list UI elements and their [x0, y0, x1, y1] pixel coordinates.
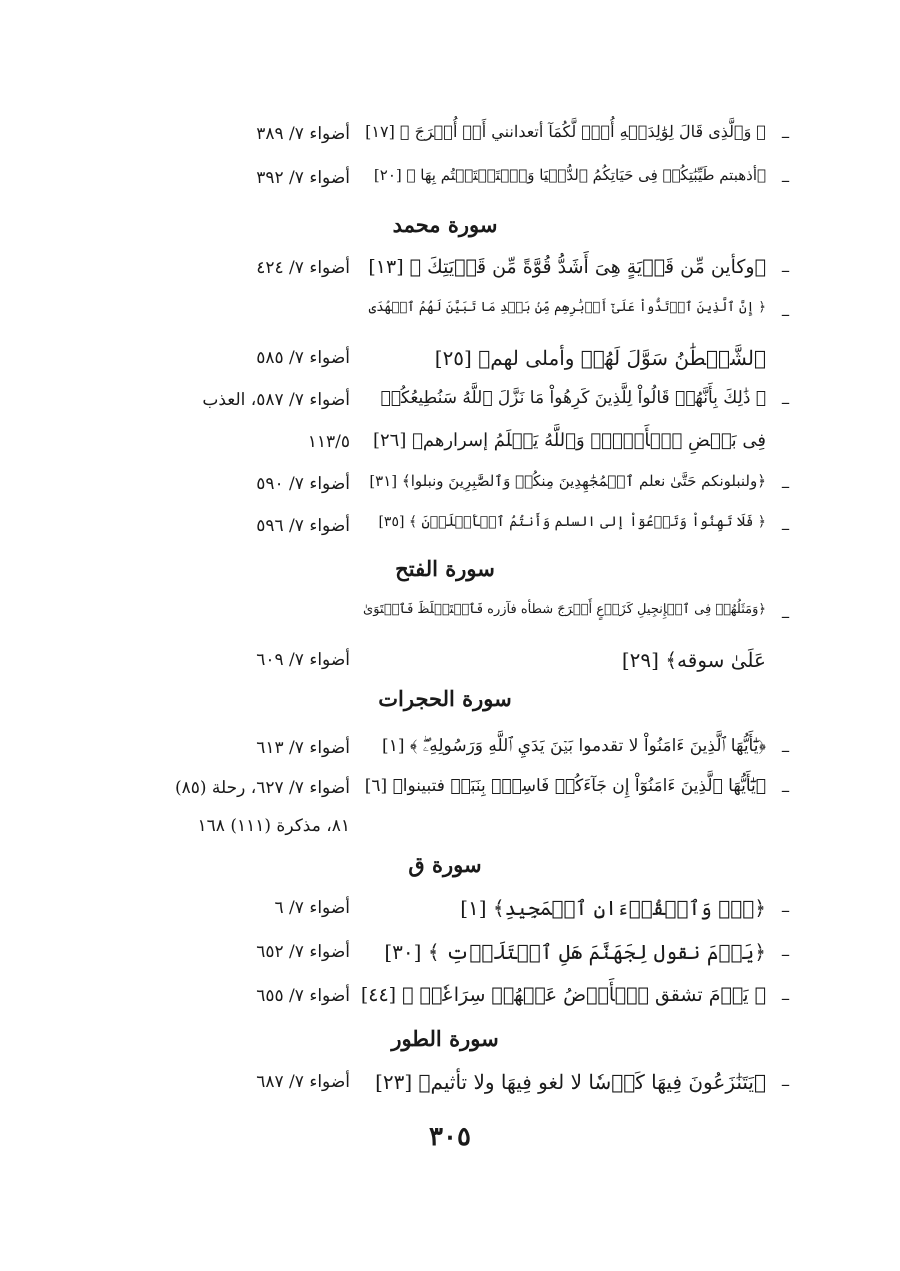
verse-continuation [100, 340, 790, 386]
surah-heading: سورة الطور [391, 1026, 499, 1051]
verse-continuation [100, 424, 790, 470]
verse-text: ﴿ وَٱلَّذِى قَالَ لِوَٰلِدَيۡهِ أُفّٖ لَّكُمَآ أتعدانني أَنۡ أُخۡرَجَ ﴾ [١٧] [365, 122, 766, 141]
reference: أضواء ٧/ ٣٨٩ [256, 124, 350, 144]
verse-text: ﴿وَمَثَلُهُمۡ فِى ٱلۡإِنجِيلِ كَزَرۡعٍ أَخۡرَجَ شطأه فآزره فَٱسۡتَغۡلَظَ فَٱسۡتَوَىٰ [363, 602, 766, 617]
verse-entry [100, 466, 790, 512]
reference-continuation [100, 808, 790, 854]
verse-text: ﴿أذهبتم طَيِّبَٰتِكُمۡ فِى حَيَاتِكُمُ ٱلدُّنۡيَا وَٱسۡتَمۡتَعۡتُم بِهَا ﴾ [٢٠] [373, 166, 766, 184]
reference: أضواء ٧/ ٦٥٥ [256, 986, 350, 1006]
verse-entry [100, 978, 790, 1024]
bullet: – [781, 1074, 790, 1095]
reference: أضواء ٧/ ٥٩٠ [256, 474, 350, 494]
reference: أضواء ٧/ ٥٨٧، العذب [202, 390, 350, 410]
reference: أضواء ٧/ ٦٨٧ [256, 1072, 350, 1092]
verse-text: ﴿يَوۡمَ نقول لِجَهَنَّمَ هَلِ ٱمۡتَلَأۡتِ ﴾ [٣٠] [384, 940, 766, 964]
bullet: – [781, 740, 790, 761]
bullet: – [781, 126, 790, 147]
bullet: – [781, 518, 790, 539]
reference: أضواء ٧/ ٦ [274, 898, 350, 918]
surah-heading: سورة الفتح [395, 556, 495, 581]
bullet: – [781, 944, 790, 965]
verse-entry [100, 116, 790, 162]
bullet: – [781, 392, 790, 413]
reference: أضواء ٧/ ٣٩٢ [256, 168, 350, 188]
verse-entry [100, 890, 790, 936]
bullet: – [781, 170, 790, 191]
verse-text: ﴿يَتَنَٰزَعُونَ فِيهَا كَأۡسٗا لا لغو فِيهَا ولا تأثيم﴾ [٢٣] [375, 1070, 766, 1094]
verse-text: فِى بَعۡضِ ٱلۡأَمۡرِۖ وَٱللَّهُ يَعۡلَمُ إسرارهم﴾ [٢٦] [372, 430, 766, 451]
verse-text: ﴿ إِنَّ ٱلَّذِينَ ٱرۡتَدُّواْ عَلَىٰٓ أَدۡبَٰرِهِم مِّنۢ بَعۡدِ مَا تَبَيَّنَ لَهُمُ ٱلۡهُدَى [368, 300, 766, 315]
verse-entry [100, 160, 790, 206]
surah-heading: سورة محمد [392, 212, 498, 237]
surah-heading: سورة الحجرات [378, 686, 512, 711]
reference: أضواء ٧/ ٦١٣ [256, 738, 350, 758]
bullet: – [781, 476, 790, 497]
bullet: – [781, 780, 790, 801]
verse-entry [100, 294, 790, 340]
verse-entry [100, 934, 790, 980]
verse-text: عَلَىٰ سوقه﴾ [٢٩] [621, 648, 766, 672]
reference: أضواء ٧/ ٦٥٢ [256, 942, 350, 962]
reference: أضواء ٧/ ٤٢٤ [256, 258, 350, 278]
bullet: – [781, 900, 790, 921]
bullet: – [781, 260, 790, 281]
reference: ٨١، مذكرة (١١١) ١٦٨ [197, 816, 350, 836]
bullet: – [781, 304, 790, 325]
page-number: ٣٠٥ [429, 1122, 471, 1152]
verse-text: ﴿يَٰٓأَيُّهَا ٱلَّذِينَ ءَامَنُواْ لا تقدموا بَيۡنَ يَدَيِ ٱللَّهِ وَرَسُولِهِۦۖ ﴾ [١] [382, 736, 766, 756]
verse-entry [100, 508, 790, 554]
verse-text: ٱلشَّيۡطَٰنُ سَوَّلَ لَهُمۡ وأملى لهم﴾ [٢٥] [434, 346, 766, 370]
verse-text: ﴿وكأين مِّن قَرۡيَةٍ هِىَ أَشَدُّ قُوَّةً مِّن قَرۡيَتِكَ ﴾ [١٣] [368, 256, 766, 278]
reference: أضواء ٧/ ٦٠٩ [256, 650, 350, 670]
reference: أضواء ٧/ ٥٨٥ [256, 348, 350, 368]
verse-text: ﴿ ذَٰلِكَ بِأَنَّهُمۡ قَالُواْ لِلَّذِينَ كَرِهُواْ مَا نَزَّلَ ٱللَّهُ سَنُطِيعُكُمۡ [380, 388, 766, 408]
verse-entry [100, 1064, 790, 1110]
verse-continuation [100, 642, 790, 688]
verse-text: ﴿ فَلَا تَهِنُواْ وَتَدۡعُوٓاْ إلى السلم وَأَنتُمُ ٱلۡأَعۡلَوۡنَ ﴾ [٣٥] [378, 514, 766, 530]
verse-text: ﴿يَٰٓأَيُّهَا ٱلَّذِينَ ءَامَنُوٓاْ إِن جَآءَكُمۡ فَاسِقُۢ بِنَبَإٖ فتبينوا﴾ [٦] [364, 776, 766, 796]
verse-entry [100, 382, 790, 428]
verse-text: ﴿ولنبلونكم حَتَّىٰ نعلم ٱلۡمُجَٰهِدِينَ مِنكُمۡ وَٱلصَّٰبِرِينَ ونبلوا﴾ [٣١] [369, 472, 766, 490]
verse-text: ﴿قٓۚ وَٱلۡقُرۡءَانِ ٱلۡمَجِيدِ﴾ [١] [460, 896, 766, 920]
bullet: – [781, 606, 790, 627]
surah-heading: سورة ق [408, 852, 482, 877]
reference: أضواء ٧/ ٥٩٦ [256, 516, 350, 536]
verse-text: ﴿ يَوۡمَ تشقق ٱلۡأَرۡضُ عَنۡهُمۡ سِرَاعٗاۚ ﴾ [٤٤] [360, 984, 766, 1006]
reference: أضواء ٧/ ٦٢٧، رحلة (٨٥) [174, 778, 350, 798]
verse-entry [100, 596, 790, 642]
verse-entry [100, 250, 790, 296]
reference: ١١٣/٥ [307, 432, 350, 452]
bullet: – [781, 988, 790, 1009]
